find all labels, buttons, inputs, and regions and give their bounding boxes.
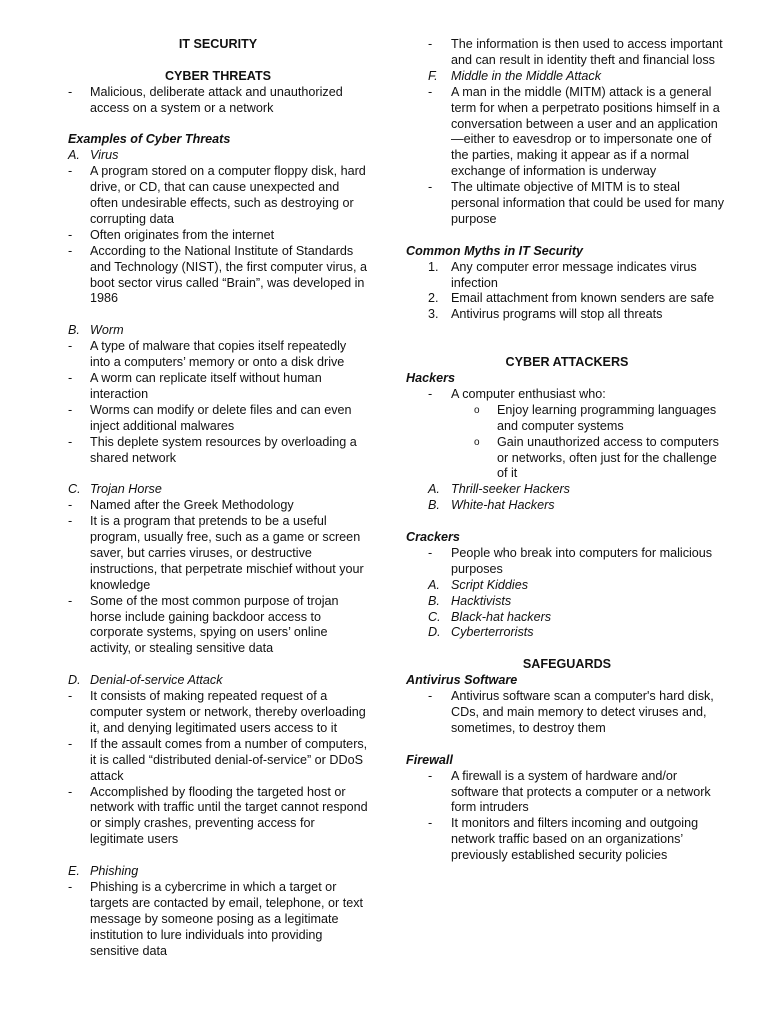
hacker-type: A. Thrill-seeker Hackers [428,482,570,497]
right-column [406,37,728,864]
list-item: - A type of malware that copies itself repeatedly into a computers’ memory or onto a disk drive [68,339,347,370]
antivirus-heading: Antivirus Software [406,673,518,688]
list-item: - It is a program that pretends to be a useful program, usually free, such as a game or screen saver, but carries viruses, or destructive instructions, that perpetrate mischief without your knowledge [68,514,364,592]
list-item: - It monitors and filters incoming and outgoing network traffic based on an organizations’ previously established security policies [428,816,699,863]
myth-item: 1. Any computer error message indicates virus infection [428,259,697,290]
cyber-attackers-heading: CYBER ATTACKERS [505,355,629,370]
list-item: - This deplete system resources by overloading a shared network [68,434,357,465]
list-item: - Accomplished by flooding the targeted host or network with traffic until the target cannot respond or simply crashes, preventing access for legitimate users [68,784,368,847]
virus-heading: A. Virus [68,148,119,163]
list-item: - If the assault comes from a number of computers, it is called “distributed denial-of-service” or DDoS attack [68,736,368,783]
dos-heading: D. Denial-of-service Attack [68,673,223,688]
list-item: - Often originates from the internet [68,227,275,242]
list-item: - A program stored on a computer floppy disk, hard drive, or CD, that can cause unexpected and often undesirable effects, such as destroying or corrupting data [68,164,366,226]
myth-item: 3. Antivirus programs will stop all threats [428,307,663,322]
myths-heading: Common Myths in IT Security [406,243,584,258]
mitm-heading: F. Middle in the Middle Attack [428,68,602,83]
sub-list-item: o Gain unauthorized access to computers or networks, often just for the challenge of it [474,434,719,481]
page-title: IT SECURITY [178,37,258,51]
left-column [68,37,368,959]
list-item: - Named after the Greek Methodology [68,498,294,513]
crackers-heading: Crackers [406,530,460,545]
phishing-heading: E. Phishing [68,864,139,879]
trojan-heading: C. Trojan Horse [68,482,162,497]
hackers-heading: Hackers [406,371,456,385]
cracker-type: B. Hacktivists [428,593,512,608]
list-item: - It consists of making repeated request of a computer system or network, thereby overloading it, and denying legitimated users access to it [68,689,366,735]
cracker-type: A. Script Kiddies [428,577,528,592]
list-item: - A firewall is a system of hardware and/or software that protects a computer or a network form intruders [428,768,711,815]
safeguards-heading: SAFEGUARDS [522,657,612,672]
list-item: - A man in the middle (MITM) attack is a general term for when a perpetrato positions himself in a conversation between a user and an application—either to eavesdrop or to impersonate one of the parties, making it appear as if a normal exchange of information is underway [428,84,720,179]
sub-list-item: o Enjoy learning programming languages and computer systems [474,402,717,433]
cyber-threats-heading: CYBER THREATS [164,68,272,83]
list-item: - A computer enthusiast who: [428,386,606,401]
list-item: - According to the National Institute of Standards and Technology (NIST), the first computer virus, a boot sector virus called “Brain”, was developed in 1986 [68,243,367,306]
list-item: - Worms can modify or delete files and can even inject additional malwares [68,402,352,433]
list-item: - The information is then used to access important and can result in identity theft and financial loss [428,37,723,67]
firewall-heading: Firewall [406,752,453,767]
list-item: - People who break into computers for malicious purposes [428,545,713,576]
examples-heading: Examples of Cyber Threats [68,132,231,147]
list-item: - Some of the most common purpose of trojan horse include gaining backdoor access to corporate systems, spying on users’ online activity, or stealing sensitive data [68,593,339,656]
list-item: - Phishing is a cybercrime in which a target or targets are contacted by email, telephone, or text message by someone posing as a legitimate institution to lure individuals into providing sensitive data [68,879,364,958]
list-item: - Antivirus software scan a computer's hard disk, CDs, and main memory to detect viruses and, sometimes, to destroy them [428,689,714,735]
dash-marker: - [68,84,73,99]
list-item: - The ultimate objective of MITM is to steal personal information that could be used for many purpose [428,180,725,226]
hacker-type: B. White-hat Hackers [428,498,555,513]
list-item: - A worm can replicate itself without human interaction [68,370,322,401]
cracker-type: D. Cyberterrorists [428,625,534,640]
definition-item: - Malicious, deliberate attack and unauthorized access on a system or a network [68,84,343,115]
myth-item: 2. Email attachment from known senders are safe [428,291,715,306]
cracker-type: C. Black-hat hackers [428,609,552,624]
worm-heading: B. Worm [68,323,124,338]
